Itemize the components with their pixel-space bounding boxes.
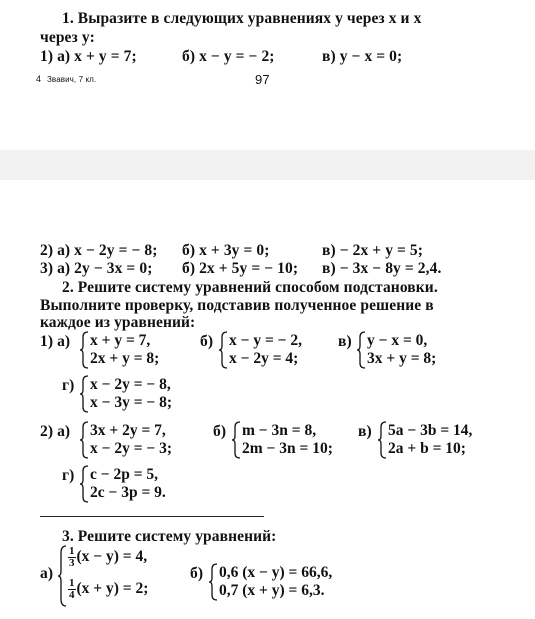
t22-g-eq1: c − 2p = 5, xyxy=(90,466,159,483)
task1-row2-a: 2) а) x − 2y = − 8; xyxy=(40,242,158,259)
t22-v-eq1: 5a − 3b = 14, xyxy=(388,422,473,439)
t21-label-a: 1) а) xyxy=(40,333,71,350)
t22-a-eq2: x − 2y = − 3; xyxy=(90,440,173,457)
task1-row3-b: б) 2x + 5y = − 10; xyxy=(182,260,299,277)
task1-heading-cont: через y: xyxy=(40,29,95,46)
task1-item-b: б) x − y = − 2; xyxy=(182,48,275,65)
task3-heading: 3. Решите систему уравнений: xyxy=(62,528,277,545)
page-separator xyxy=(0,150,535,180)
t3-b-eq2: 0,7 (x + y) = 6,3. xyxy=(219,582,325,599)
task1-heading: 1. Выразите в следующих уравнениях y через x и x xyxy=(62,10,422,27)
t22-b-eq1: m − 3n = 8, xyxy=(242,422,317,439)
t3-a-eq1: $\frac{1}{3}$ (x − y) = 4, xyxy=(69,545,148,569)
section-divider xyxy=(40,516,264,517)
fraction-one-third: $\frac{1}{3}$ xyxy=(69,545,75,569)
brace-icon xyxy=(80,331,90,369)
t21-system-b xyxy=(219,331,329,369)
t21-label-v: в) xyxy=(338,333,352,350)
t22-label-v: в) xyxy=(358,423,372,440)
brace-icon xyxy=(357,331,367,369)
t21-v-eq1: y − x = 0, xyxy=(367,332,428,349)
task1-row3-v: в) − 3x − 8y = 2,4. xyxy=(322,260,442,277)
t21-a-eq2: 2x + y = 8; xyxy=(90,350,160,367)
brace-icon xyxy=(209,563,219,601)
t3-b-eq1: 0,6 (x − y) = 66,6, xyxy=(219,564,333,581)
t22-a-eq1: 3x + 2y = 7, xyxy=(90,422,166,439)
t22-system-g xyxy=(80,465,190,503)
top-page-fragment xyxy=(0,0,535,150)
t21-b-eq1: x − y = − 2, xyxy=(229,332,302,349)
brace-icon xyxy=(219,331,229,369)
t21-g-eq1: x − 2y = − 8, xyxy=(90,376,171,393)
t22-b-eq2: 2m − 3n = 10; xyxy=(242,440,333,457)
brace-icon xyxy=(232,421,242,459)
brace-icon xyxy=(58,545,68,607)
t22-system-b xyxy=(232,421,352,459)
t21-system-v xyxy=(357,331,467,369)
page-number: 97 xyxy=(255,72,270,87)
t3-label-a: а) xyxy=(40,565,54,582)
t21-system-a xyxy=(80,331,190,369)
task1-row3-a: 3) а) 2y − 3x = 0; xyxy=(40,260,153,277)
t3-label-b: б) xyxy=(190,565,204,582)
t22-label-g: г) xyxy=(62,467,75,484)
t21-v-eq2: 3x + y = 8; xyxy=(367,350,437,367)
t21-system-g xyxy=(80,375,190,413)
t21-a-eq1: x + y = 7, xyxy=(90,332,151,349)
t22-label-a: 2) а) xyxy=(40,423,71,440)
task1-item-a: 1) а) x + y = 7; xyxy=(40,48,137,65)
t21-label-g: г) xyxy=(62,377,75,394)
task2-heading-line2: Выполните проверку, подставив полученное решение в xyxy=(40,297,434,314)
task1-item-v: в) y − x = 0; xyxy=(322,48,403,65)
task2-heading: 2. Решите систему уравнений способом подстановки. xyxy=(62,279,438,296)
brace-icon xyxy=(80,465,90,503)
footer-signature-text: Звавич, 7 кл. xyxy=(47,75,97,84)
task2-heading-line3: каждое из уравнений: xyxy=(40,314,196,331)
brace-icon xyxy=(378,421,388,459)
footer-signature-number: 4 xyxy=(36,74,42,84)
t22-system-a xyxy=(80,421,200,459)
brace-icon xyxy=(80,421,90,459)
t3-a-eq2: $\frac{1}{4}$ (x + y) = 2; xyxy=(69,577,149,601)
fraction-one-fourth: $\frac{1}{4}$ xyxy=(69,577,75,601)
t22-g-eq2: 2c − 3p = 9. xyxy=(90,484,166,501)
t3-system-b xyxy=(209,563,359,601)
t22-label-b: б) xyxy=(213,423,227,440)
t21-g-eq2: x − 3y = − 8; xyxy=(90,394,173,411)
t22-system-v xyxy=(378,421,498,459)
t21-b-eq2: x − 2y = 4; xyxy=(229,350,299,367)
t22-v-eq2: 2a + b = 10; xyxy=(388,440,466,457)
t21-label-b: б) xyxy=(200,333,214,350)
brace-icon xyxy=(80,375,90,413)
t3-system-a xyxy=(58,545,178,607)
task1-row2-b: б) x + 3y = 0; xyxy=(182,242,270,259)
task1-row2-v: в) − 2x + y = 5; xyxy=(322,242,424,259)
